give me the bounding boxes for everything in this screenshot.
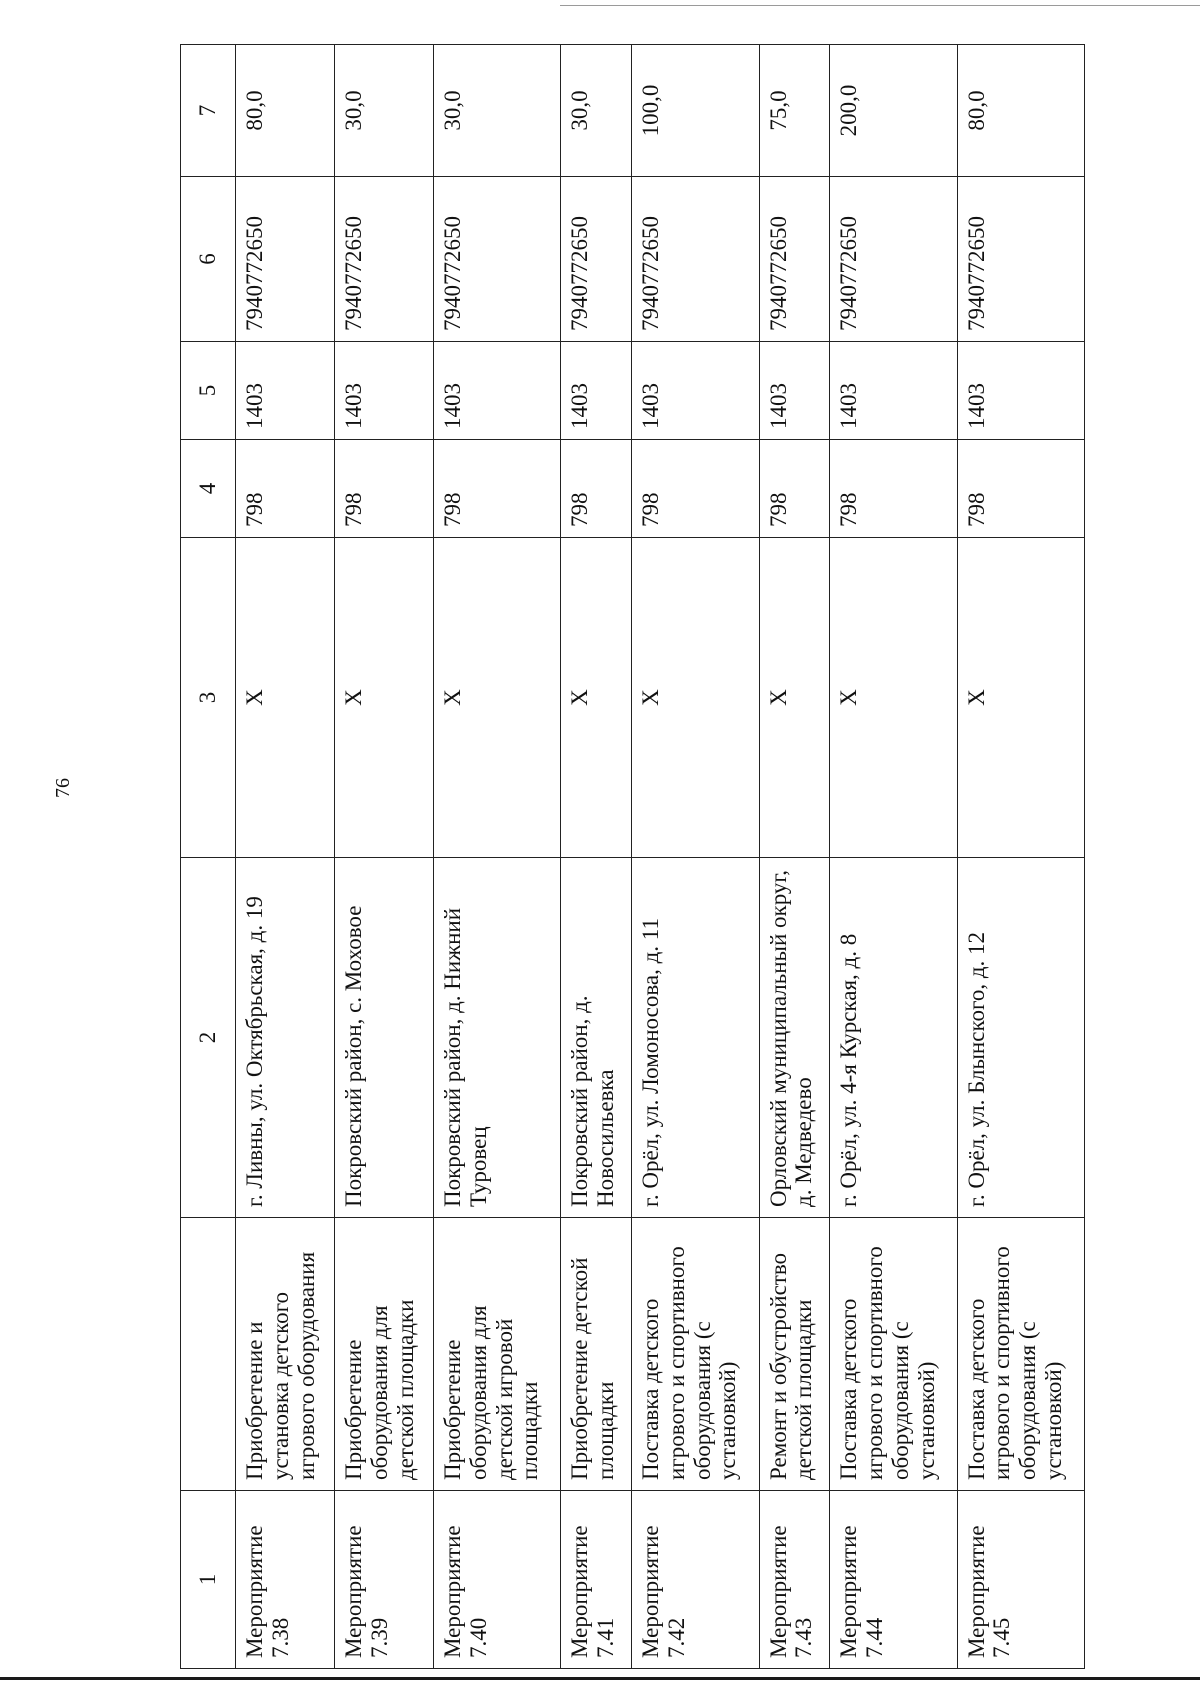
cell-col5: 1403 (632, 342, 759, 440)
cell-col7: 30,0 (335, 45, 434, 177)
event-address: г. Орёл, ул. 4-я Курская, д. 8 (830, 858, 957, 1218)
event-address: Покровский район, с. Моховое (335, 858, 434, 1218)
column-header-2: 2 (181, 858, 236, 1218)
table-row (335, 45, 434, 1669)
cell-col4: 798 (957, 440, 1084, 538)
table-header-row (181, 45, 236, 1669)
event-number: Мероприятие 7.45 (957, 1491, 1084, 1669)
cell-col4: 798 (632, 440, 759, 538)
cell-col7: 100,0 (632, 45, 759, 177)
event-address: г. Орёл, ул. Блынского, д. 12 (957, 858, 1084, 1218)
event-number: Мероприятие 7.39 (335, 1491, 434, 1669)
column-header-4: 4 (181, 440, 236, 538)
table-row (434, 45, 561, 1669)
event-description: Поставка детского игрового и спортивного оборудования (с установкой) (830, 1218, 957, 1491)
event-number: Мероприятие 7.41 (561, 1491, 632, 1669)
top-scan-line (560, 5, 1200, 6)
event-number: Мероприятие 7.38 (236, 1491, 335, 1669)
cell-col3: X (335, 538, 434, 858)
event-description: Приобретение детской площадки (561, 1218, 632, 1491)
cell-col3: X (632, 538, 759, 858)
column-header-5: 5 (181, 342, 236, 440)
cell-col7: 30,0 (561, 45, 632, 177)
table-row (561, 45, 632, 1669)
event-address: г. Ливны, ул. Октябрьская, д. 19 (236, 858, 335, 1218)
cell-col5: 1403 (335, 342, 434, 440)
event-description: Приобретение оборудования для детской игровой площадки (434, 1218, 561, 1491)
event-address: Покровский район, д. Новосильевка (561, 858, 632, 1218)
cell-col7: 30,0 (434, 45, 561, 177)
cell-col4: 798 (561, 440, 632, 538)
cell-col3: X (759, 538, 830, 858)
column-header-3: 3 (181, 538, 236, 858)
cell-col6: 7940772650 (759, 177, 830, 342)
column-header-7: 7 (181, 45, 236, 177)
cell-col6: 7940772650 (236, 177, 335, 342)
cell-col7: 80,0 (236, 45, 335, 177)
cell-col7: 80,0 (957, 45, 1084, 177)
cell-col5: 1403 (434, 342, 561, 440)
table-row (830, 45, 957, 1669)
column-header-description (181, 1218, 236, 1491)
column-header-6: 6 (181, 177, 236, 342)
column-header-1: 1 (181, 1491, 236, 1669)
event-address: Покровский район, д. Нижний Туровец (434, 858, 561, 1218)
cell-col5: 1403 (830, 342, 957, 440)
cell-col3: X (957, 538, 1084, 858)
table-row (236, 45, 335, 1669)
cell-col5: 1403 (759, 342, 830, 440)
cell-col5: 1403 (957, 342, 1084, 440)
table-row (759, 45, 830, 1669)
cell-col5: 1403 (236, 342, 335, 440)
cell-col3: X (236, 538, 335, 858)
cell-col7: 200,0 (830, 45, 957, 177)
table-row (632, 45, 759, 1669)
bottom-scan-edge (0, 1677, 1200, 1680)
cell-col4: 798 (830, 440, 957, 538)
event-description: Поставка детского игрового и спортивного оборудования (с установкой) (957, 1218, 1084, 1491)
table-row (957, 45, 1084, 1669)
event-number: Мероприятие 7.44 (830, 1491, 957, 1669)
event-description: Приобретение и установка детского игрового оборудования (236, 1218, 335, 1491)
event-number: Мероприятие 7.42 (632, 1491, 759, 1669)
cell-col4: 798 (434, 440, 561, 538)
cell-col6: 7940772650 (335, 177, 434, 342)
cell-col4: 798 (236, 440, 335, 538)
cell-col3: X (561, 538, 632, 858)
event-description: Приобретение оборудования для детской площадки (335, 1218, 434, 1491)
event-address: г. Орёл, ул. Ломоносова, д. 11 (632, 858, 759, 1218)
cell-col6: 7940772650 (830, 177, 957, 342)
event-description: Поставка детского игрового и спортивного оборудования (с установкой) (632, 1218, 759, 1491)
cell-col5: 1403 (561, 342, 632, 440)
event-address: Орловский муниципальный округ, д. Медведево (759, 858, 830, 1218)
cell-col7: 75,0 (759, 45, 830, 177)
cell-col3: X (434, 538, 561, 858)
cell-col3: X (830, 538, 957, 858)
cell-col4: 798 (335, 440, 434, 538)
event-number: Мероприятие 7.43 (759, 1491, 830, 1669)
event-description: Ремонт и обустройство детской площадки (759, 1218, 830, 1491)
rotated-table-sheet (180, 45, 1085, 1669)
event-number: Мероприятие 7.40 (434, 1491, 561, 1669)
cell-col6: 7940772650 (957, 177, 1084, 342)
page-number: 76 (52, 778, 74, 798)
cell-col6: 7940772650 (561, 177, 632, 342)
cell-col6: 7940772650 (434, 177, 561, 342)
cell-col6: 7940772650 (632, 177, 759, 342)
cell-col4: 798 (759, 440, 830, 538)
events-table (180, 44, 1085, 1669)
